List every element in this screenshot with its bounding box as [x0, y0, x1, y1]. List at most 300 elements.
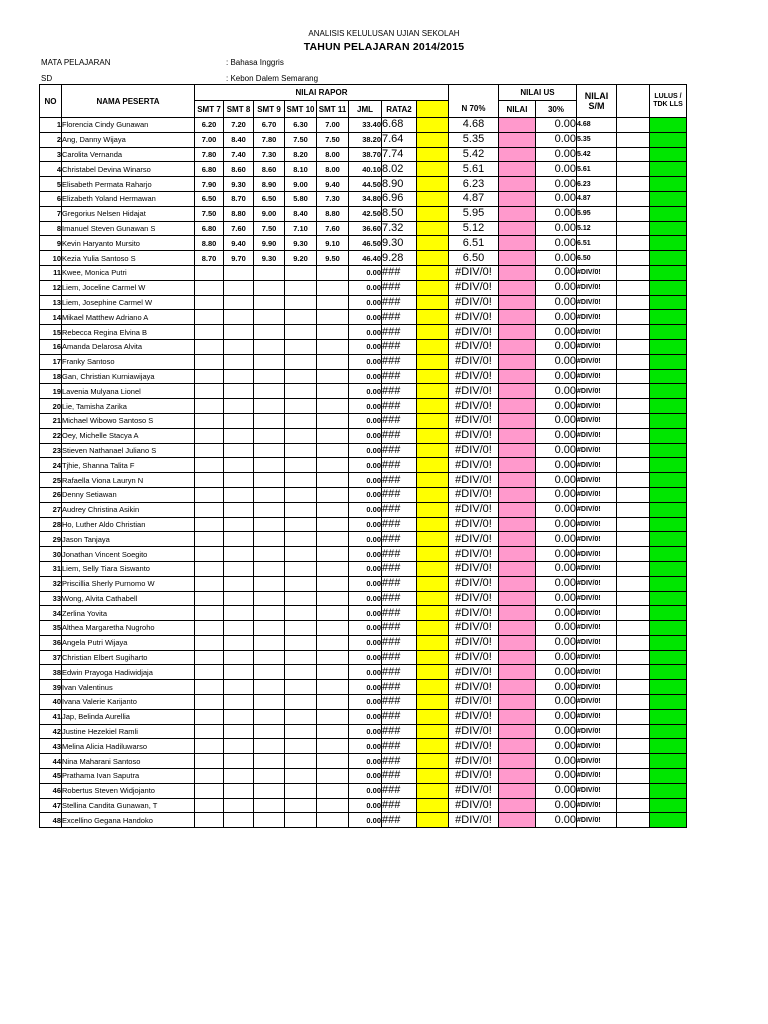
blank-cell: [617, 739, 650, 754]
nilai-sm-score: #DIV/0!: [577, 650, 617, 665]
student-name: Liem, Josephine Carmel W: [62, 295, 195, 310]
lulus-cell: [650, 251, 687, 266]
nilai-sm-score: #DIV/0!: [577, 458, 617, 473]
row-number: 17: [40, 354, 62, 369]
smt10-score: [285, 635, 317, 650]
n70-score: #DIV/0!: [449, 813, 499, 828]
smt10-score: [285, 547, 317, 562]
us30-score: 0.00: [536, 473, 577, 488]
jml-total: 0.00: [349, 576, 382, 591]
blank-cell: [617, 458, 650, 473]
jml-total: 0.00: [349, 487, 382, 502]
smt11-score: [317, 443, 349, 458]
rata2-average: ###: [382, 413, 417, 428]
nilai-us-cell: [499, 384, 536, 399]
jml-total: 0.00: [349, 384, 382, 399]
student-name: Jason Tanjaya: [62, 532, 195, 547]
smt11-score: [317, 502, 349, 517]
smt8-score: [224, 547, 254, 562]
smt8-score: [224, 739, 254, 754]
smt11-score: [317, 783, 349, 798]
smt9-score: [254, 473, 285, 488]
smt11-score: [317, 532, 349, 547]
yellow-cell: [417, 473, 449, 488]
student-name: Wong, Alvita Cathabell: [62, 591, 195, 606]
smt9-score: [254, 339, 285, 354]
lulus-cell: [650, 547, 687, 562]
student-name: Denny Setiawan: [62, 487, 195, 502]
n70-score: #DIV/0!: [449, 798, 499, 813]
smt10-score: [285, 310, 317, 325]
yellow-cell: [417, 754, 449, 769]
header-smt8: SMT 8: [224, 101, 254, 118]
n70-score: #DIV/0!: [449, 384, 499, 399]
rata2-average: ###: [382, 769, 417, 784]
student-name: Angela Putri Wijaya: [62, 635, 195, 650]
smt7-score: [195, 458, 224, 473]
blank-cell: [617, 339, 650, 354]
smt11-score: [317, 339, 349, 354]
nilai-us-cell: [499, 769, 536, 784]
jml-total: 40.10: [349, 162, 382, 177]
smt9-score: 7.50: [254, 221, 285, 236]
blank-cell: [617, 399, 650, 414]
yellow-cell: [417, 325, 449, 340]
nilai-us-cell: [499, 325, 536, 340]
n70-score: #DIV/0!: [449, 561, 499, 576]
nilai-us-cell: [499, 502, 536, 517]
smt11-score: [317, 310, 349, 325]
rata2-average: ###: [382, 561, 417, 576]
blank-cell: [617, 769, 650, 784]
us30-score: 0.00: [536, 310, 577, 325]
smt7-score: [195, 680, 224, 695]
jml-total: 0.00: [349, 473, 382, 488]
blank-cell: [617, 591, 650, 606]
jml-total: 0.00: [349, 517, 382, 532]
row-number: 9: [40, 236, 62, 251]
yellow-cell: [417, 487, 449, 502]
smt9-score: [254, 547, 285, 562]
jml-total: 0.00: [349, 399, 382, 414]
student-name: Gregorius Nelsen Hidajat: [62, 206, 195, 221]
smt9-score: [254, 576, 285, 591]
yellow-cell: [417, 769, 449, 784]
rata2-average: ###: [382, 517, 417, 532]
header-no: NO: [40, 85, 62, 118]
us30-score: 0.00: [536, 339, 577, 354]
smt8-score: 9.30: [224, 177, 254, 192]
us30-score: 0.00: [536, 118, 577, 133]
nilai-sm-score: 5.61: [577, 162, 617, 177]
rata2-average: ###: [382, 458, 417, 473]
smt11-score: [317, 547, 349, 562]
smt9-score: [254, 532, 285, 547]
table-row: [40, 236, 687, 251]
n70-score: #DIV/0!: [449, 443, 499, 458]
nilai-sm-score: #DIV/0!: [577, 709, 617, 724]
smt8-score: [224, 591, 254, 606]
smt7-score: [195, 813, 224, 828]
smt10-score: [285, 295, 317, 310]
rata2-average: ###: [382, 325, 417, 340]
smt7-score: [195, 487, 224, 502]
jml-total: 0.00: [349, 458, 382, 473]
smt7-score: [195, 413, 224, 428]
smt7-score: [195, 443, 224, 458]
table-row: [40, 413, 687, 428]
nilai-sm-score: #DIV/0!: [577, 635, 617, 650]
table-row: [40, 191, 687, 206]
blank-cell: [617, 709, 650, 724]
nilai-sm-score: #DIV/0!: [577, 502, 617, 517]
smt8-score: 7.40: [224, 147, 254, 162]
nilai-us-cell: [499, 354, 536, 369]
smt8-score: [224, 769, 254, 784]
smt7-score: [195, 769, 224, 784]
us30-score: 0.00: [536, 561, 577, 576]
yellow-cell: [417, 458, 449, 473]
smt8-score: [224, 695, 254, 710]
jml-total: 42.50: [349, 206, 382, 221]
row-number: 19: [40, 384, 62, 399]
smt9-score: 9.30: [254, 251, 285, 266]
smt9-score: [254, 695, 285, 710]
yellow-cell: [417, 813, 449, 828]
student-name: Rafaella Viona Lauryn N: [62, 473, 195, 488]
blank-cell: [617, 606, 650, 621]
smt9-score: [254, 561, 285, 576]
jml-total: 44.50: [349, 177, 382, 192]
smt7-score: [195, 709, 224, 724]
row-number: 13: [40, 295, 62, 310]
header-nilai: NILAI: [499, 101, 536, 118]
rata2-average: ###: [382, 428, 417, 443]
smt9-score: 8.90: [254, 177, 285, 192]
yellow-cell: [417, 621, 449, 636]
lulus-cell: [650, 458, 687, 473]
us30-score: 0.00: [536, 576, 577, 591]
smt9-score: [254, 665, 285, 680]
student-name: Priscillia Sherly Purnomo W: [62, 576, 195, 591]
lulus-cell: [650, 635, 687, 650]
smt7-score: [195, 591, 224, 606]
student-name: Lavenia Mulyana Lionel: [62, 384, 195, 399]
smt7-score: 6.80: [195, 162, 224, 177]
nilai-sm-score: 6.50: [577, 251, 617, 266]
blank-cell: [617, 783, 650, 798]
smt10-score: [285, 695, 317, 710]
nilai-sm-score: #DIV/0!: [577, 473, 617, 488]
table-row: [40, 561, 687, 576]
nilai-sm-score: 4.68: [577, 118, 617, 133]
student-name: Kwee, Monica Putri: [62, 265, 195, 280]
table-row: [40, 695, 687, 710]
smt10-score: [285, 443, 317, 458]
n70-score: 6.50: [449, 251, 499, 266]
smt9-score: [254, 591, 285, 606]
nilai-sm-score: #DIV/0!: [577, 428, 617, 443]
n70-score: #DIV/0!: [449, 606, 499, 621]
smt8-score: [224, 502, 254, 517]
student-name: Zerlina Yovita: [62, 606, 195, 621]
nilai-us-cell: [499, 339, 536, 354]
nilai-us-cell: [499, 177, 536, 192]
yellow-cell: [417, 162, 449, 177]
smt11-score: [317, 739, 349, 754]
smt11-score: [317, 769, 349, 784]
blank-cell: [617, 295, 650, 310]
nilai-us-cell: [499, 754, 536, 769]
lulus-cell: [650, 769, 687, 784]
row-number: 32: [40, 576, 62, 591]
row-number: 43: [40, 739, 62, 754]
smt10-score: 9.20: [285, 251, 317, 266]
smt10-score: [285, 265, 317, 280]
nilai-sm-score: #DIV/0!: [577, 295, 617, 310]
nilai-us-cell: [499, 147, 536, 162]
lulus-cell: [650, 177, 687, 192]
row-number: 27: [40, 502, 62, 517]
us30-score: 0.00: [536, 413, 577, 428]
smt9-score: [254, 384, 285, 399]
rata2-average: 9.28: [382, 251, 417, 266]
lulus-cell: [650, 591, 687, 606]
header-rata2: RATA2: [382, 101, 417, 118]
header-smt9: SMT 9: [254, 101, 285, 118]
n70-score: #DIV/0!: [449, 369, 499, 384]
smt8-score: [224, 798, 254, 813]
jml-total: 0.00: [349, 532, 382, 547]
rata2-average: 7.74: [382, 147, 417, 162]
nilai-us-cell: [499, 221, 536, 236]
rata2-average: ###: [382, 339, 417, 354]
blank-cell: [617, 754, 650, 769]
nilai-sm-score: 6.23: [577, 177, 617, 192]
smt10-score: [285, 680, 317, 695]
lulus-cell: [650, 798, 687, 813]
smt11-score: [317, 265, 349, 280]
row-number: 7: [40, 206, 62, 221]
nilai-us-cell: [499, 369, 536, 384]
nilai-sm-score: #DIV/0!: [577, 517, 617, 532]
nilai-sm-score: 5.12: [577, 221, 617, 236]
smt11-score: 9.50: [317, 251, 349, 266]
n70-score: #DIV/0!: [449, 473, 499, 488]
n70-score: #DIV/0!: [449, 739, 499, 754]
nilai-sm-score: #DIV/0!: [577, 339, 617, 354]
us30-score: 0.00: [536, 532, 577, 547]
smt9-score: [254, 413, 285, 428]
table-row: [40, 310, 687, 325]
smt9-score: [254, 769, 285, 784]
smt8-score: [224, 295, 254, 310]
nilai-sm-score: #DIV/0!: [577, 280, 617, 295]
table-row: [40, 502, 687, 517]
lulus-cell: [650, 369, 687, 384]
nilai-us-cell: [499, 813, 536, 828]
rata2-average: ###: [382, 665, 417, 680]
row-number: 34: [40, 606, 62, 621]
nilai-us-cell: [499, 532, 536, 547]
lulus-cell: [650, 399, 687, 414]
rata2-average: 9.30: [382, 236, 417, 251]
lulus-cell: [650, 221, 687, 236]
table-row: [40, 517, 687, 532]
nilai-us-cell: [499, 798, 536, 813]
smt10-score: [285, 561, 317, 576]
smt8-score: 9.40: [224, 236, 254, 251]
lulus-cell: [650, 606, 687, 621]
nilai-us-cell: [499, 487, 536, 502]
blank-cell: [617, 443, 650, 458]
jml-total: 0.00: [349, 739, 382, 754]
smt7-score: [195, 384, 224, 399]
smt11-score: 8.00: [317, 147, 349, 162]
smt9-score: 9.00: [254, 206, 285, 221]
n70-score: 5.42: [449, 147, 499, 162]
table-row: [40, 650, 687, 665]
rata2-average: ###: [382, 280, 417, 295]
student-name: Liem, Joceline Carmel W: [62, 280, 195, 295]
smt10-score: [285, 325, 317, 340]
nilai-sm-score: #DIV/0!: [577, 354, 617, 369]
blank-cell: [617, 532, 650, 547]
smt10-score: 9.30: [285, 236, 317, 251]
smt10-score: [285, 783, 317, 798]
jml-total: 0.00: [349, 591, 382, 606]
rata2-average: 8.50: [382, 206, 417, 221]
student-name: Prathama Ivan Saputra: [62, 769, 195, 784]
smt11-score: [317, 635, 349, 650]
blank-cell: [617, 369, 650, 384]
jml-total: 0.00: [349, 650, 382, 665]
n70-score: 5.12: [449, 221, 499, 236]
lulus-cell: [650, 621, 687, 636]
yellow-cell: [417, 606, 449, 621]
rata2-average: ###: [382, 399, 417, 414]
smt9-score: [254, 635, 285, 650]
row-number: 33: [40, 591, 62, 606]
blank-cell: [617, 695, 650, 710]
smt7-score: [195, 399, 224, 414]
us30-score: 0.00: [536, 369, 577, 384]
table-row: [40, 177, 687, 192]
rata2-average: ###: [382, 502, 417, 517]
n70-score: #DIV/0!: [449, 502, 499, 517]
jml-total: 0.00: [349, 547, 382, 562]
smt7-score: [195, 369, 224, 384]
nilai-sm-score: #DIV/0!: [577, 739, 617, 754]
lulus-cell: [650, 295, 687, 310]
row-number: 4: [40, 162, 62, 177]
row-number: 30: [40, 547, 62, 562]
smt8-score: [224, 399, 254, 414]
rata2-average: ###: [382, 709, 417, 724]
blank-cell: [617, 162, 650, 177]
nilai-us-cell: [499, 473, 536, 488]
n70-score: #DIV/0!: [449, 428, 499, 443]
rata2-average: ###: [382, 354, 417, 369]
lulus-cell: [650, 443, 687, 458]
us30-score: 0.00: [536, 487, 577, 502]
smt9-score: 6.70: [254, 118, 285, 133]
us30-score: 0.00: [536, 399, 577, 414]
smt11-score: [317, 354, 349, 369]
us30-score: 0.00: [536, 162, 577, 177]
nilai-us-cell: [499, 606, 536, 621]
smt10-score: [285, 487, 317, 502]
yellow-cell: [417, 399, 449, 414]
jml-total: 0.00: [349, 813, 382, 828]
table-row: [40, 547, 687, 562]
smt8-score: 8.70: [224, 191, 254, 206]
blank-cell: [617, 221, 650, 236]
smt11-score: [317, 399, 349, 414]
nilai-us-cell: [499, 709, 536, 724]
smt8-score: 8.60: [224, 162, 254, 177]
row-number: 15: [40, 325, 62, 340]
smt7-score: 6.20: [195, 118, 224, 133]
student-name: Melina Alicia Hadiluwarso: [62, 739, 195, 754]
smt7-score: [195, 724, 224, 739]
smt7-score: [195, 532, 224, 547]
rata2-average: ###: [382, 680, 417, 695]
smt8-score: [224, 280, 254, 295]
yellow-cell: [417, 354, 449, 369]
smt11-score: 9.10: [317, 236, 349, 251]
lulus-cell: [650, 132, 687, 147]
student-name: Oey, Michelle Stacya A: [62, 428, 195, 443]
smt10-score: [285, 754, 317, 769]
n70-score: 6.51: [449, 236, 499, 251]
n70-score: #DIV/0!: [449, 354, 499, 369]
lulus-cell: [650, 813, 687, 828]
nilai-us-cell: [499, 295, 536, 310]
nilai-sm-score: #DIV/0!: [577, 813, 617, 828]
n70-score: #DIV/0!: [449, 265, 499, 280]
rata2-average: ###: [382, 739, 417, 754]
us30-score: 0.00: [536, 517, 577, 532]
smt8-score: [224, 369, 254, 384]
blank-cell: [617, 413, 650, 428]
smt8-score: [224, 606, 254, 621]
smt9-score: [254, 709, 285, 724]
us30-score: 0.00: [536, 724, 577, 739]
smt10-score: [285, 354, 317, 369]
smt11-score: [317, 325, 349, 340]
blank-cell: [617, 650, 650, 665]
yellow-cell: [417, 384, 449, 399]
student-name: Tjhie, Shanna Talita F: [62, 458, 195, 473]
nilai-us-cell: [499, 665, 536, 680]
smt9-score: [254, 295, 285, 310]
student-name: Michael Wibowo Santoso S: [62, 413, 195, 428]
yellow-cell: [417, 206, 449, 221]
smt10-score: [285, 502, 317, 517]
lulus-cell: [650, 428, 687, 443]
row-number: 31: [40, 561, 62, 576]
student-name: Christian Elbert Sugiharto: [62, 650, 195, 665]
lulus-cell: [650, 354, 687, 369]
row-number: 21: [40, 413, 62, 428]
n70-score: #DIV/0!: [449, 754, 499, 769]
table-row: [40, 265, 687, 280]
jml-total: 0.00: [349, 798, 382, 813]
nilai-us-cell: [499, 517, 536, 532]
blank-cell: [617, 813, 650, 828]
row-number: 39: [40, 680, 62, 695]
